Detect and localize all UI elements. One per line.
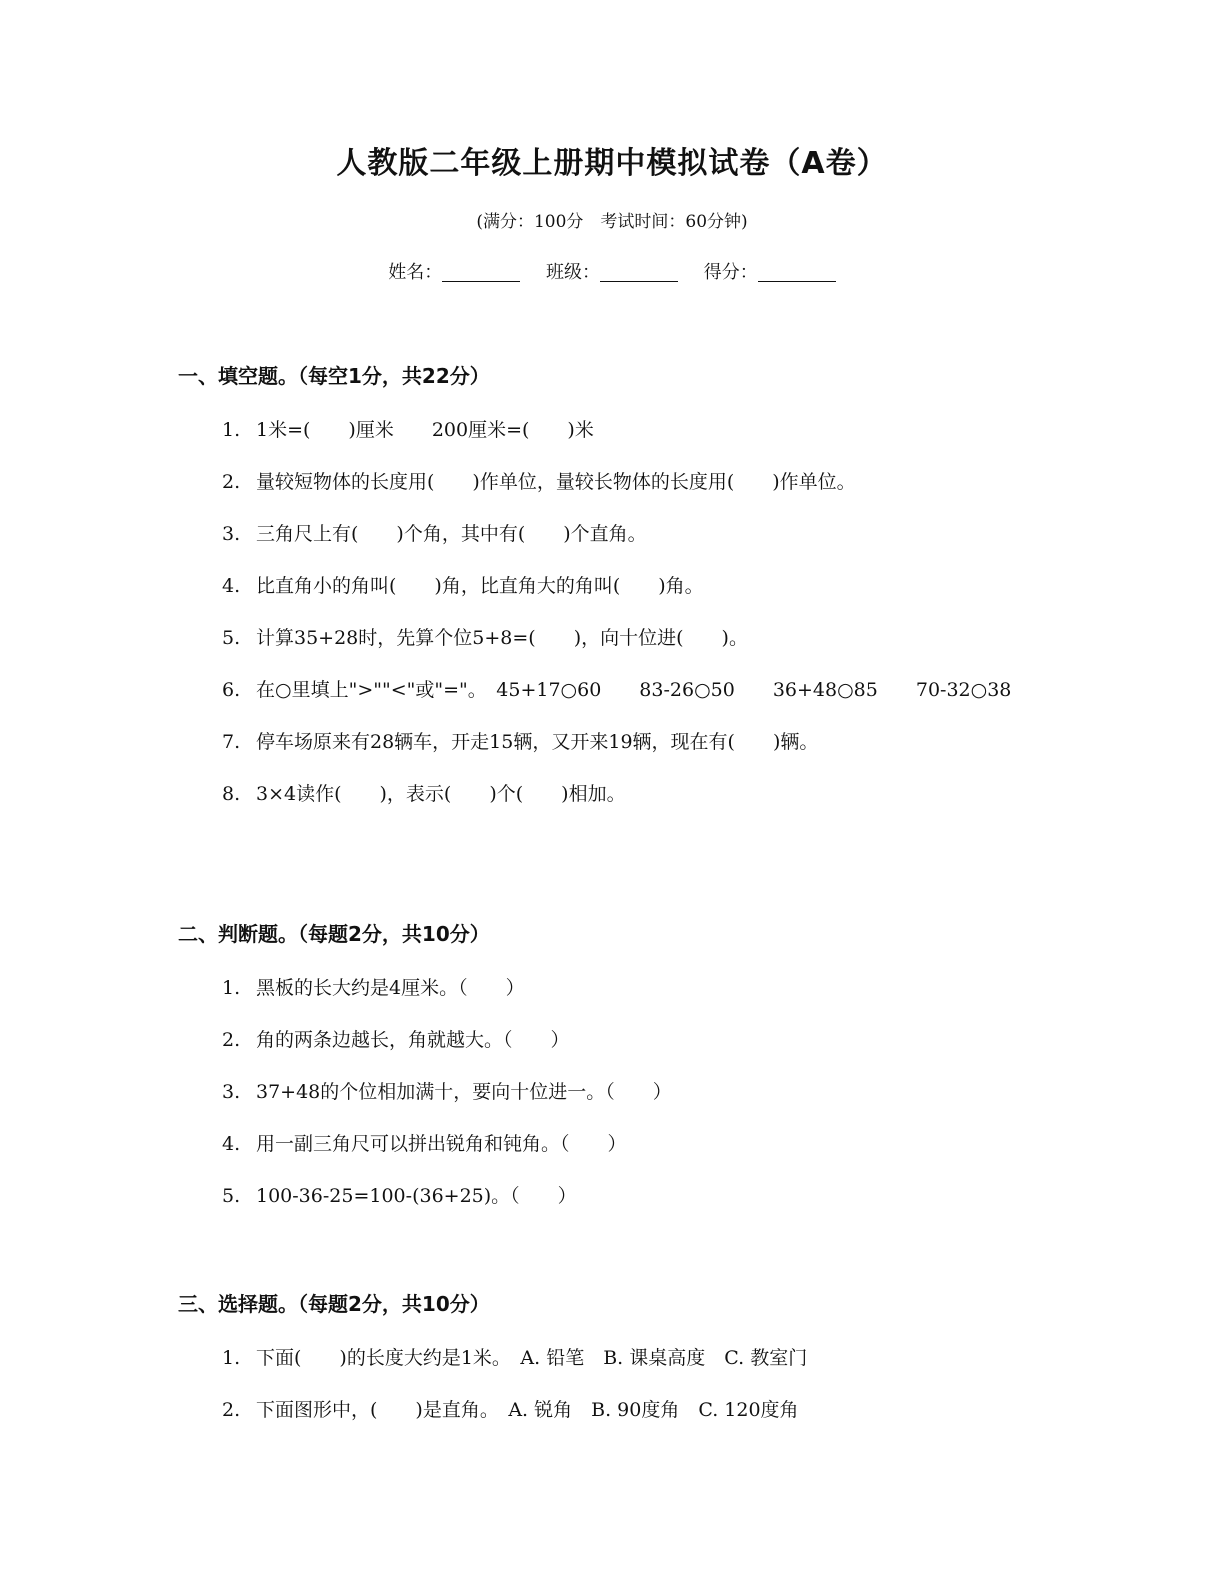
section-true-false bbox=[178, 918, 1078, 1212]
question-item bbox=[178, 972, 1032, 1004]
question-item bbox=[178, 570, 1032, 602]
question-number: 1. bbox=[222, 977, 241, 999]
section-heading: 一、填空题。（每空1分，共22分） bbox=[178, 364, 490, 388]
section-heading: 三、选择题。（每题2分，共10分） bbox=[178, 1292, 490, 1316]
question-number: 5. bbox=[222, 627, 241, 649]
question-item bbox=[178, 466, 1032, 498]
question-number: 5. bbox=[222, 1185, 241, 1207]
question-number: 4. bbox=[222, 575, 241, 597]
question-number: 4. bbox=[222, 1133, 241, 1155]
question-item bbox=[178, 1342, 1032, 1374]
question-text: 37+48的个位相加满十，要向十位进一。（ ） bbox=[256, 1081, 672, 1103]
question-text: 黑板的长大约是4厘米。（ ） bbox=[256, 977, 525, 999]
question-text: 100-36-25=100-(36+25)。（ ） bbox=[256, 1185, 577, 1207]
exam-subtitle: (满分：100分 考试时间：60分钟) bbox=[476, 212, 748, 232]
name-blank[interactable] bbox=[442, 263, 520, 282]
question-number: 8. bbox=[222, 783, 241, 805]
question-number: 7. bbox=[222, 731, 241, 753]
name-field bbox=[388, 262, 526, 283]
question-text: 计算35+28时，先算个位5+8=( )，向十位进( )。 bbox=[256, 627, 748, 649]
question-number: 2. bbox=[222, 1399, 241, 1421]
question-number: 3. bbox=[222, 1081, 241, 1103]
class-blank[interactable] bbox=[600, 263, 678, 282]
question-item bbox=[178, 518, 1032, 550]
class-label: 班级： bbox=[546, 262, 600, 283]
question-number: 6. bbox=[222, 679, 241, 701]
question-text: 量较短物体的长度用( )作单位，量较长物体的长度用( )作单位。 bbox=[256, 471, 856, 493]
question-number: 1. bbox=[222, 1347, 241, 1369]
question-text: 下面( )的长度大约是1米。 A. 铅笔 B. 课桌高度 C. 教室门 bbox=[256, 1347, 808, 1369]
question-item bbox=[178, 778, 1032, 810]
question-text: 用一副三角尺可以拼出锐角和钝角。（ ） bbox=[256, 1133, 627, 1155]
question-item bbox=[178, 1024, 1032, 1056]
question-number: 1. bbox=[222, 419, 241, 441]
score-blank[interactable] bbox=[758, 263, 836, 282]
section-multiple-choice bbox=[178, 1288, 1078, 1426]
score-label: 得分： bbox=[703, 262, 758, 283]
question-item bbox=[178, 726, 1032, 758]
question-text: 3×4读作( )，表示( )个( )相加。 bbox=[256, 783, 626, 805]
name-label: 姓名： bbox=[388, 262, 443, 283]
question-item bbox=[178, 1180, 1032, 1212]
question-item bbox=[178, 414, 1032, 446]
question-item bbox=[178, 674, 1028, 706]
question-number: 2. bbox=[222, 1029, 241, 1051]
class-field bbox=[546, 262, 684, 283]
section-fill-in bbox=[178, 360, 1078, 810]
question-text: 比直角小的角叫( )角，比直角大的角叫( )角。 bbox=[256, 575, 704, 597]
score-field bbox=[704, 262, 836, 283]
question-text: 角的两条边越长，角就越大。（ ） bbox=[256, 1029, 570, 1051]
question-item bbox=[178, 1394, 1032, 1426]
question-text: 三角尺上有( )个角，其中有( )个直角。 bbox=[256, 523, 647, 545]
question-text: 1米=( )厘米 200厘米=( )米 bbox=[256, 419, 594, 441]
question-number: 3. bbox=[222, 523, 241, 545]
exam-title: 人教版二年级上册期中模拟试卷（A卷） bbox=[336, 146, 888, 181]
question-item bbox=[178, 622, 1032, 654]
question-item bbox=[178, 1128, 1032, 1160]
question-item bbox=[178, 1076, 1032, 1108]
question-text: 停车场原来有28辆车，开走15辆，又开来19辆，现在有( )辆。 bbox=[256, 731, 819, 753]
question-text: 在○里填上">""<"或"="。 45+17○60 83-26○50 36+48○85 70-32○38 bbox=[256, 679, 1012, 701]
question-text: 下面图形中，( )是直角。 A. 锐角 B. 90度角 C. 120度角 bbox=[256, 1399, 799, 1421]
question-number: 2. bbox=[222, 471, 241, 493]
section-heading: 二、判断题。（每题2分，共10分） bbox=[178, 922, 490, 946]
student-info-row bbox=[0, 258, 1224, 288]
